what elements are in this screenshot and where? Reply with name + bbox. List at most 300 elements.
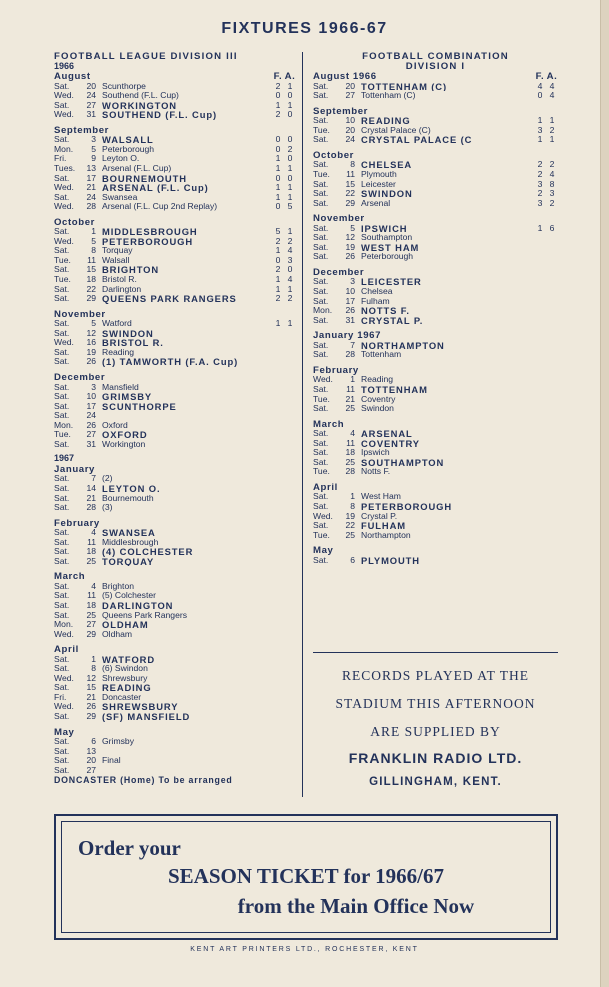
fixture-date: 11: [87, 536, 96, 547]
month-label: March: [313, 419, 345, 430]
fixture-date: 31: [86, 109, 96, 120]
score-for: 1: [275, 191, 281, 202]
fixture-date: 1: [91, 653, 96, 664]
away-opponent: Peterborough: [102, 144, 155, 154]
away-opponent: Leicester: [361, 179, 396, 189]
score-for: 1: [275, 318, 281, 329]
fixture-day: Sat.: [313, 241, 329, 252]
score-against: 4: [287, 274, 293, 285]
score-against: [546, 233, 558, 243]
fixture-date: 22: [345, 188, 355, 199]
order-line-2: SEASON TICKET for 1966/67: [168, 864, 444, 888]
fixture-row: [313, 531, 558, 541]
fixture-day: Sat.: [313, 500, 329, 511]
fixture-day: Sat.: [54, 191, 70, 202]
score-against: [546, 375, 558, 385]
away-opponent: [102, 747, 272, 757]
fixture-date: 26: [86, 701, 96, 712]
season-year: 1967: [54, 453, 75, 464]
away-opponent: Walsall: [102, 255, 130, 265]
score-against: 0: [287, 172, 293, 183]
score-for: [534, 556, 546, 566]
fixture-date: 5: [350, 222, 355, 233]
away-opponent: Southampton: [361, 233, 413, 243]
score-against: 4: [549, 169, 555, 180]
score-against: [546, 341, 558, 351]
fixture-day: Sat.: [54, 293, 70, 304]
away-opponent: Workington: [102, 439, 146, 449]
away-opponent: Bristol R.: [102, 275, 137, 285]
fixture-date: 11: [87, 254, 96, 265]
score-for: 2: [537, 169, 543, 180]
score-against: [546, 458, 558, 468]
fixture-date: 1: [350, 374, 355, 385]
away-opponent: Fulham: [361, 296, 390, 306]
home-opponent: PLYMOUTH: [361, 555, 420, 566]
score-against: 2: [549, 197, 555, 208]
fixture-day: Sat.: [54, 410, 70, 421]
fixture-date: 4: [91, 527, 96, 538]
away-opponent: Peterborough: [361, 252, 414, 262]
fixture-row: [54, 712, 296, 722]
home-opponent: SWINDON: [361, 189, 413, 199]
score-for: [534, 306, 546, 316]
fixture-date: 25: [345, 529, 355, 540]
fixture-date: 26: [345, 305, 355, 316]
score-for: [272, 357, 284, 367]
score-against: 1: [287, 80, 293, 91]
score-against: [284, 655, 296, 665]
score-for: [272, 494, 284, 504]
away-opponent: Watford: [102, 319, 132, 329]
score-against: [284, 620, 296, 630]
against-column-header: A.: [284, 71, 296, 83]
fixture-day: Sat.: [313, 339, 329, 350]
score-against: [284, 747, 296, 757]
home-opponent: LEICESTER: [361, 277, 422, 288]
fixture-date: 20: [345, 80, 355, 91]
fixture-row: [54, 110, 296, 120]
fixture-day: Sat.: [54, 546, 70, 557]
fixture-day: Sat.: [54, 711, 70, 721]
month-label: September: [54, 125, 109, 136]
home-opponent: SCUNTHORPE: [102, 401, 177, 412]
fixture-day: Sat.: [54, 755, 70, 766]
fixture-day: Sat.: [313, 222, 329, 233]
score-for: 0: [275, 201, 281, 212]
away-opponent: Middlesbrough: [102, 537, 159, 547]
score-against: 1: [287, 163, 293, 174]
home-opponent: (4) COLCHESTER: [102, 547, 194, 557]
fixture-date: 25: [86, 555, 96, 566]
score-for: [534, 467, 546, 477]
fixture-date: 13: [86, 163, 96, 174]
away-opponent: Oxford: [102, 420, 128, 430]
score-for: [534, 492, 546, 502]
month-label: February: [313, 365, 359, 376]
score-against: 3: [549, 188, 555, 199]
month-label: April: [54, 645, 79, 655]
score-against: [284, 402, 296, 412]
home-opponent: DARLINGTON: [102, 600, 174, 611]
score-against: [284, 601, 296, 611]
fixture-day: Sat.: [54, 736, 70, 747]
fixture-day: Sat.: [54, 473, 70, 484]
fixture-day: Sat.: [54, 327, 70, 338]
league-note: DONCASTER (Home) To be arranged: [54, 775, 233, 786]
score-against: [546, 467, 558, 477]
fixture-date: 31: [86, 438, 96, 449]
away-opponent: Scunthorpe: [102, 81, 146, 91]
score-for: [272, 747, 284, 757]
fixture-day: Sat.: [54, 663, 70, 674]
score-for: [272, 601, 284, 611]
score-for: [272, 383, 284, 393]
fixture-row: [313, 199, 558, 209]
fixture-row: [313, 91, 558, 101]
fixture-day: Sat.: [54, 134, 70, 145]
score-for: [272, 620, 284, 630]
fixture-day: Sat.: [54, 438, 70, 449]
score-against: 8: [549, 178, 555, 189]
against-column-header: A.: [546, 71, 558, 83]
score-for: [534, 252, 546, 262]
score-against: [546, 521, 558, 531]
fixture-day: Mon.: [54, 619, 74, 630]
league-year: 1966: [54, 60, 75, 71]
fixture-day: Sat.: [54, 764, 70, 775]
score-for: [272, 712, 284, 722]
score-against: [284, 421, 296, 431]
score-for: 0: [275, 172, 281, 183]
score-against: [546, 252, 558, 262]
away-opponent: Bournemouth: [102, 493, 154, 503]
season-ticket-box: [54, 814, 558, 940]
home-opponent: WATFORD: [102, 654, 155, 665]
home-opponent: WORKINGTON: [102, 100, 177, 111]
home-opponent: OLDHAM: [102, 620, 149, 630]
fixture-day: Sat.: [54, 172, 70, 183]
fixture-day: Sat.: [313, 349, 329, 360]
fixture-day: Sat.: [313, 437, 329, 448]
score-against: [284, 440, 296, 450]
score-for: [534, 243, 546, 253]
month-label: December: [54, 372, 106, 383]
month-label: November: [54, 309, 106, 320]
month-label: September: [313, 106, 368, 117]
home-opponent: SOUTHEND (F.L. Cup): [102, 110, 218, 120]
fixture-date: 14: [86, 482, 96, 493]
home-opponent: CRYSTAL P.: [361, 315, 424, 326]
away-opponent: (3): [102, 503, 113, 513]
fixture-row: [313, 316, 558, 326]
order-line-1: Order your: [78, 836, 181, 860]
season-ticket-inner-border: [61, 821, 551, 933]
home-opponent: GRIMSBY: [102, 392, 153, 402]
fixture-date: 13: [86, 745, 96, 756]
fixture-date: 5: [91, 318, 96, 329]
fixture-row: [54, 557, 296, 567]
score-for: [534, 316, 546, 326]
fixture-day: Sat.: [54, 264, 70, 275]
score-for: [272, 430, 284, 440]
score-for: 5: [275, 226, 281, 237]
score-for: 3: [537, 124, 543, 135]
away-opponent: Southend (F.L. Cup): [102, 91, 179, 101]
away-opponent: Arsenal (F.L. Cup): [102, 164, 172, 174]
fixture-date: 11: [87, 590, 96, 601]
score-against: 1: [287, 182, 293, 193]
away-opponent: Grimsby: [102, 737, 134, 747]
score-for: [272, 538, 284, 548]
month-label: May: [54, 727, 75, 738]
fixture-date: 26: [86, 419, 96, 430]
score-against: [284, 348, 296, 358]
fixture-date: 10: [86, 391, 96, 402]
score-against: [284, 756, 296, 766]
printer-credit: KENT ART PRINTERS LTD., ROCHESTER, KENT: [190, 946, 419, 953]
fixture-date: 28: [345, 466, 355, 477]
fixture-date: 3: [350, 276, 355, 287]
fixture-date: 5: [91, 143, 96, 154]
records-advert: [313, 652, 558, 788]
score-for: 1: [275, 182, 281, 193]
fixture-date: 18: [86, 274, 96, 285]
league-fixture-groups: [54, 72, 296, 775]
home-opponent: SOUTHAMPTON: [361, 457, 445, 468]
fixture-date: 17: [345, 295, 355, 306]
score-against: 0: [287, 153, 293, 164]
score-for: [272, 392, 284, 402]
fixture-day: Fri.: [54, 691, 67, 702]
home-opponent: TORQUAY: [102, 556, 155, 567]
fixture-row: [54, 503, 296, 513]
fixture-date: 27: [86, 99, 96, 110]
fixture-date: 8: [91, 245, 96, 256]
score-for: [272, 557, 284, 567]
fixture-date: 17: [86, 172, 96, 183]
fixture-date: 1: [350, 491, 355, 502]
fixture-date: 24: [86, 90, 96, 101]
fixture-day: Sat.: [313, 197, 329, 208]
score-against: [284, 538, 296, 548]
home-opponent: ARSENAL: [361, 429, 413, 439]
home-opponent: OXFORD: [102, 430, 148, 440]
away-opponent: Chelsea: [361, 287, 393, 297]
score-against: [284, 766, 296, 776]
score-for: [534, 297, 546, 307]
fixture-date: 12: [86, 672, 96, 683]
for-column-header: F.: [535, 71, 545, 83]
score-for: 3: [537, 178, 543, 189]
away-opponent: Notts F.: [361, 467, 391, 477]
score-for: 1: [537, 134, 543, 145]
score-against: [546, 287, 558, 297]
away-opponent: [102, 766, 272, 776]
fixture-date: 19: [86, 346, 96, 357]
page-edge: [600, 0, 609, 987]
fixture-date: 3: [91, 134, 96, 145]
advert-town: GILLINGHAM, KENT.: [369, 776, 502, 788]
fixture-date: 11: [346, 383, 355, 394]
fixture-date: 29: [86, 711, 96, 721]
away-opponent: Torquay: [102, 246, 133, 256]
away-opponent: Oldham: [102, 629, 133, 639]
away-opponent: West Ham: [361, 492, 401, 502]
score-for: [534, 439, 546, 449]
score-for: 1: [275, 274, 281, 285]
fixture-date: 24: [345, 134, 355, 145]
score-against: [284, 474, 296, 484]
away-opponent: Swansea: [102, 192, 138, 202]
month-label: August 1966: [313, 72, 377, 82]
fixture-date: 12: [86, 327, 96, 338]
score-for: [272, 693, 284, 703]
fixture-day: Sat.: [54, 346, 70, 357]
score-for: [272, 329, 284, 339]
score-against: [546, 439, 558, 449]
score-for: 1: [275, 99, 281, 110]
fixture-day: Wed.: [54, 182, 74, 193]
score-for: 0: [275, 254, 281, 265]
away-opponent: Darlington: [102, 284, 142, 294]
score-against: [546, 297, 558, 307]
home-opponent: ARSENAL (F.L. Cup): [102, 183, 209, 193]
home-opponent: TOTTENHAM: [361, 384, 428, 395]
score-for: [534, 233, 546, 243]
score-for: [272, 338, 284, 348]
score-against: 0: [287, 109, 293, 120]
fixture-day: Sat.: [313, 232, 329, 243]
score-for: 3: [537, 197, 543, 208]
fixture-date: 29: [86, 628, 96, 639]
fixture-date: 11: [346, 437, 355, 448]
home-opponent: NOTTS F.: [361, 306, 410, 316]
fixture-date: 22: [345, 520, 355, 531]
fixture-date: 28: [86, 201, 96, 212]
fixture-date: 25: [86, 609, 96, 620]
score-against: 0: [287, 264, 293, 275]
fixture-day: Tue.: [54, 274, 71, 285]
fixture-day: Sat.: [313, 447, 329, 458]
score-for: 0: [275, 134, 281, 145]
fixture-day: Sat.: [54, 400, 70, 411]
score-against: 2: [287, 235, 293, 246]
month-label: March: [54, 572, 86, 582]
fixture-day: Sat.: [54, 99, 70, 110]
score-against: [284, 557, 296, 567]
fixture-day: Sat.: [313, 314, 329, 325]
score-for: [534, 395, 546, 405]
fixture-date: 10: [345, 115, 355, 126]
fixture-date: 28: [86, 502, 96, 513]
score-for: 2: [537, 159, 543, 170]
score-for: [272, 421, 284, 431]
fixture-day: Sat.: [313, 554, 329, 565]
fixture-row: [313, 404, 558, 414]
score-for: [534, 341, 546, 351]
fixture-day: Sat.: [313, 115, 329, 126]
order-line-3: from the Main Office Now: [237, 894, 475, 918]
score-against: 4: [549, 90, 555, 101]
score-for: [534, 277, 546, 287]
score-against: [284, 664, 296, 674]
away-opponent: Queens Park Rangers: [102, 610, 188, 620]
fixture-day: Tue.: [313, 466, 330, 477]
fixture-date: 26: [86, 356, 96, 367]
home-opponent: MIDDLESBROUGH: [102, 227, 198, 237]
fixture-day: Sat.: [54, 80, 70, 91]
fixture-date: 27: [86, 429, 96, 440]
score-for: [272, 756, 284, 766]
fixture-date: 1: [91, 226, 96, 237]
score-against: 0: [287, 90, 293, 101]
fixture-date: 20: [86, 755, 96, 766]
score-for: 1: [275, 245, 281, 256]
score-against: [546, 395, 558, 405]
away-opponent: Plymouth: [361, 170, 397, 180]
score-for: [272, 503, 284, 513]
month-label: October: [54, 217, 95, 228]
score-for: 2: [275, 235, 281, 246]
fixture-row: [313, 556, 558, 566]
fixture-date: 7: [350, 339, 355, 350]
score-against: [546, 502, 558, 512]
fixture-day: Mon.: [54, 143, 74, 154]
away-opponent: (6) Swindon: [102, 664, 148, 674]
score-for: 1: [537, 115, 543, 126]
fixture-date: 4: [350, 428, 355, 439]
fixture-date: 3: [91, 381, 96, 392]
combination-subheader: DIVISION I: [405, 60, 466, 72]
fixture-date: 24: [86, 191, 96, 202]
score-against: [284, 392, 296, 402]
fixture-date: 18: [86, 599, 96, 610]
score-for: [534, 458, 546, 468]
fixture-day: Sat.: [54, 482, 70, 493]
away-opponent: Doncaster: [102, 692, 142, 702]
score-against: 1: [287, 318, 293, 329]
away-opponent: Tottenham (C): [361, 91, 416, 101]
score-for: 1: [275, 283, 281, 294]
score-against: [284, 357, 296, 367]
fixture-day: Sat.: [313, 520, 329, 531]
score-for: [272, 674, 284, 684]
fixture-day: Sat.: [54, 283, 70, 294]
score-against: [546, 385, 558, 395]
fixture-date: 18: [345, 447, 355, 458]
away-opponent: (2): [102, 474, 113, 484]
fixture-row: [313, 135, 558, 145]
score-against: [284, 338, 296, 348]
score-against: [284, 674, 296, 684]
fixture-date: 15: [345, 178, 355, 189]
score-for: [272, 683, 284, 693]
fixture-day: Mon.: [54, 419, 74, 430]
score-for: [272, 484, 284, 494]
fixture-date: 25: [345, 456, 355, 467]
home-opponent: LEYTON O.: [102, 483, 161, 494]
fixture-row: [54, 202, 296, 212]
home-opponent: BRISTOL R.: [102, 338, 164, 348]
away-opponent: Mansfield: [102, 382, 139, 392]
score-for: [272, 655, 284, 665]
fixture-date: 31: [345, 314, 355, 325]
score-for: [272, 630, 284, 640]
fixture-date: 18: [86, 546, 96, 557]
fixture-date: 8: [350, 159, 355, 170]
score-against: [546, 429, 558, 439]
